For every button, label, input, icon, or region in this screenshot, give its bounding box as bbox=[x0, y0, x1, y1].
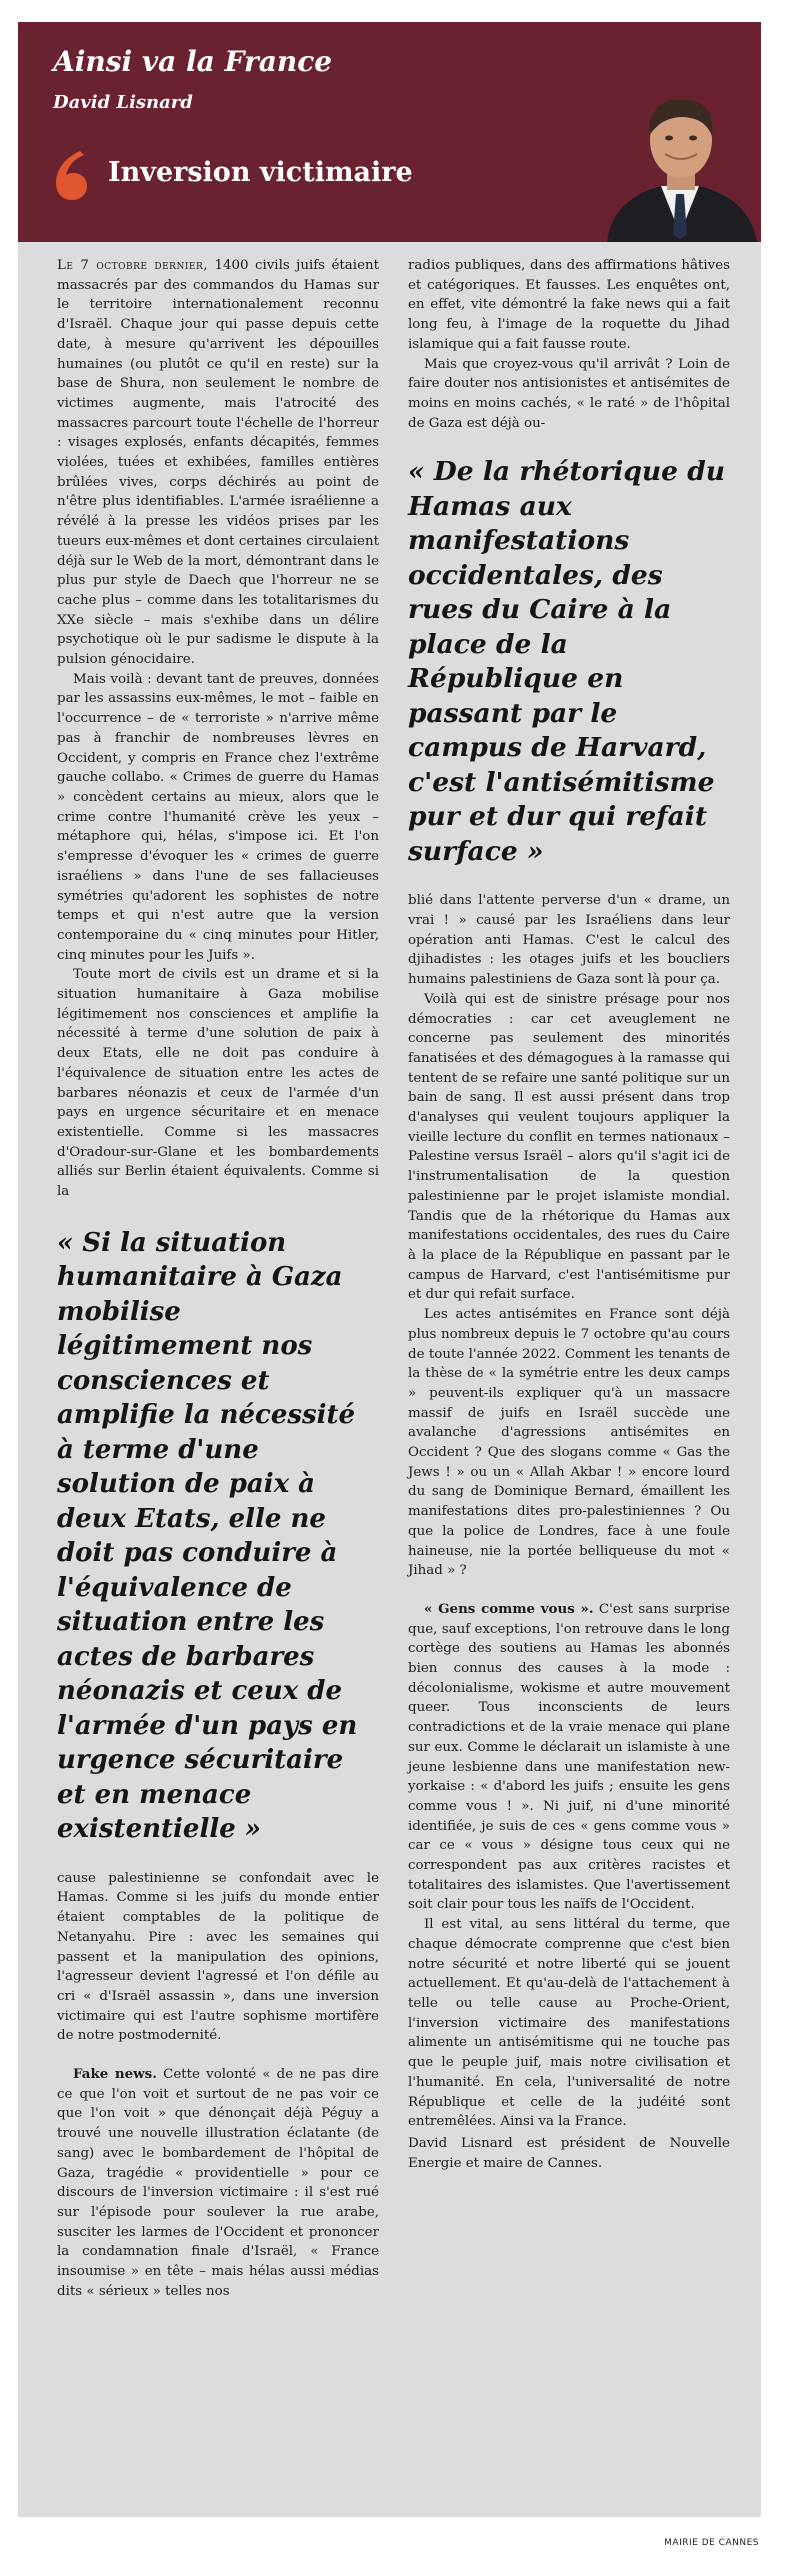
subhead: Fake news. bbox=[73, 2066, 157, 2083]
quote-mark-icon bbox=[52, 149, 92, 201]
lead-in: Le 7 octobre dernier, bbox=[57, 258, 208, 273]
article-paragraph: Fake news. Cette volonté « de ne pas dire ce que l'on voit et surtout de ne pas voir ce que l'on voit » que dénonçait déjà Péguy a trouvé une nouvelle illustration éclatante (de sang) avec le bombardement de l'hôpital de Gaza, tragédie « providentielle » pour ce discours de l'inversion victimaire : il s'est rué sur l'épisode pour soulever la rue arabe, susciter les larmes de l'Occident et prononcer la condamnation finale d'Israël, « France insoumise » en tête – mais hélas aussi médias dits « sérieux » telles nos bbox=[57, 2066, 379, 2299]
author-name: David Lisnard bbox=[53, 92, 193, 113]
article-paragraph: Mais voilà : devant tant de preuves, données par les assassins eux-mêmes, le mot – faible en l'occurrence – de « terroriste » n'arrive même pas à franchir de nombreuses lèvres en Occident, y compris en France chez l'extrême gauche collabo. « Crimes de guerre du Hamas » concèdent certains au mieux, alors que le crime contre l'humanité crève les yeux – métaphore qui, hélas, s'impose ici. Et l'on s'empresse d'évoquer les « crimes de guerre israéliens » dans l'une de ses fallacieuses symétries qu'adorent les sophistes de notre temps et qui n'est autre que la version contemporaine du « cinq minutes pour Hitler, cinq minutes pour les Juifs ». bbox=[57, 671, 379, 963]
article-body bbox=[18, 242, 761, 2517]
article-paragraph: Toute mort de civils est un drame et si la situation humanitaire à Gaza mobilise légitimement nos consciences et amplifie la nécessité à terme d'une solution de paix à deux Etats, elle ne doit pas conduire à l'équivalence de situation entre les actes de barbares néonazis et ceux de l'armée d'un pays en urgence sécuritaire et en menace existentielle. Comme si les massacres d'Oradour-sur-Glane et les bombardements alliés sur Berlin étaient équivalents. Comme si la bbox=[57, 967, 379, 1200]
article-paragraph: Voilà qui est de sinistre présage pour nos démocraties : car cet aveuglement ne concerne pas seulement des minorités fanatisées et des démagogues à la ramasse qui tentent de se refaire une santé politique sur un bain de sang. Il est aussi présent dans trop d'analyses qui veulent toujours appliquer la vieille lecture du conflit en termes nationaux – Palestine versus Israël – alors qu'il s'agit ici de l'instrumentalisation de la question palestinienne par le projet islamiste mondial. Tandis que de la rhétorique du Hamas aux manifestations occidentales, des rues du Caire à la place de la République en passant par le campus de Harvard, c'est l'antisémitisme pur et dur qui refait surface. bbox=[408, 991, 730, 1303]
article-column-right bbox=[408, 256, 730, 2173]
photo-credit: MAIRIE DE CANNES bbox=[664, 2538, 759, 2548]
pull-quote: « Si la situation humanitaire à Gaza mobilise légitimement nos consciences et amplifie la nécessité à terme d'une solution de paix à deux Etats, elle ne doit pas conduire à l'équivalence de situation entre les actes de barbares néonazis et ceux de l'armée d'un pays en urgence sécuritaire et en menace existentielle » bbox=[57, 1227, 358, 1845]
author-portrait bbox=[599, 84, 761, 242]
article-paragraph: Mais que croyez-vous qu'il arrivât ? Loin de faire douter nos antisionistes et antisémites de moins en moins cachés, « le raté » de l'hôpital de Gaza est déjà ou- bbox=[408, 356, 730, 431]
column-title: Ainsi va la France bbox=[53, 45, 333, 78]
article-paragraph: « Gens comme vous ». C'est sans surprise que, sauf exceptions, l'on retrouve dans le long cortège des soutiens au Hamas les abonnés bien connus des causes à la mode : décolonialisme, wokisme et autre mouvement queer. Tous inconscients de leurs contradictions et de la vraie menace qui plane sur eux. Comme le déclarait un islamiste à une jeune lesbienne dans une manifestation new-yorkaise : « d'abord les juifs ; ensuite les gens comme vous ! ». Ni juif, ni d'une minorité identifiée, je suis de ces « gens comme vous » car ce « vous » désigne tous ceux qui ne correspondent pas aux critères racistes et totalitaires des islamistes. Que l'avertissement soit clair pour tous les naïfs de l'Occident. bbox=[408, 1600, 730, 1913]
article-paragraph: Les actes antisémites en France sont déjà plus nombreux depuis le 7 octobre qu'au cours de toute l'année 2022. Comment les tenants de la thèse de « la symétrie entre les deux camps » peuvent-ils expliquer qu'à un massacre massif de juifs en Israël succède une avalanche d'agressions antisémites en Occident ? Que des slogans comme « Gas the Jews ! » ou un « Allah Akbar ! » encore lourd du sang de Dominique Bernard, émaillent les manifestations dites pro-palestiniennes ? Ou que la police de Londres, face à une foule haineuse, nie la portée belliqueuse du mot « Jihad » ? bbox=[408, 1307, 730, 1579]
author-bio: David Lisnard est président de Nouvelle Energie et maire de Cannes. bbox=[408, 2135, 730, 2171]
article-paragraph: cause palestinienne se confondait avec le Hamas. Comme si les juifs du monde entier étaient comptables de la politique de Netanyahu. Pire : avec les semaines qui passent et la manipulation des opinions, l'agresseur devient l'agressé et l'on défile au cri « d'Israël assassin », dans une inversion victimaire qui est l'autre sophisme mortifère de notre postmodernité. bbox=[57, 1870, 379, 2044]
article-paragraph: Il est vital, au sens littéral du terme, que chaque démocrate comprenne que c'est bien notre sécurité et notre liberté qui se jouent actuellement. Et qu'au-delà de l'attachement à telle ou telle cause au Proche-Orient, l'inversion victimaire des manifestations alimente un antisémitisme qui ne touche pas que le peuple juif, mais notre civilisation et l'humanité. En cela, l'universalité de notre République et celle de la judéité sont entremêlées. Ainsi va la France. bbox=[408, 1917, 730, 2130]
article-column-left bbox=[57, 256, 379, 2302]
article-paragraph: blié dans l'attente perverse d'un « drame, un vrai ! » causé par les Israéliens dans leur opération anti Hamas. C'est le calcul des djihadistes : les otages juifs et les boucliers humains palestiniens de Gaza sont là pour ça. bbox=[408, 893, 730, 988]
article-paragraph: radios publiques, dans des affirmations hâtives et catégoriques. Et fausses. Les enquêtes ont, en effet, vite démontré la fake news qui a fait long feu, à l'image de la roquette du Jihad islamique qui a fait fausse route. bbox=[408, 258, 730, 352]
article-paragraph: Le 7 octobre dernier, 1400 civils juifs étaient massacrés par des commandos du Hamas sur le territoire internationalement reconnu d'Israël. Chaque jour qui passe depuis cette date, à mesure qu'arrivent les dépouilles humaines (ou plutôt ce qu'il en reste) sur la base de Shura, non seulement le nombre de victimes augmente, mais l'atrocité des massacres parcourt toute l'échelle de l'horreur : visages explosés, enfants décapités, femmes violées, tuées et exhibées, familles entières brûlées vives, corps déchirés au point de n'être plus identifiables. L'armée israélienne a révélé à la presse les vidéos prises par les tueurs eux-mêmes et dont certaines circulaient déjà sur le Web de la mort, démontrant dans le plus pur style de Daech que l'horreur ne se cache plus – comme dans les totalitarismes du XXe siècle – mais s'exhibe dans un délire psychotique où le pur sadisme le dispute à la pulsion génocidaire. bbox=[57, 258, 379, 668]
headline: Inversion victimaire bbox=[108, 157, 413, 188]
article-header bbox=[18, 22, 761, 242]
pull-quote: « De la rhétorique du Hamas aux manifestations occidentales, des rues du Caire à la place de la République en passant par le campus de Harvard, c'est l'antisémitisme pur et dur qui refait surface » bbox=[408, 456, 726, 867]
subhead: « Gens comme vous ». bbox=[424, 1600, 594, 1617]
